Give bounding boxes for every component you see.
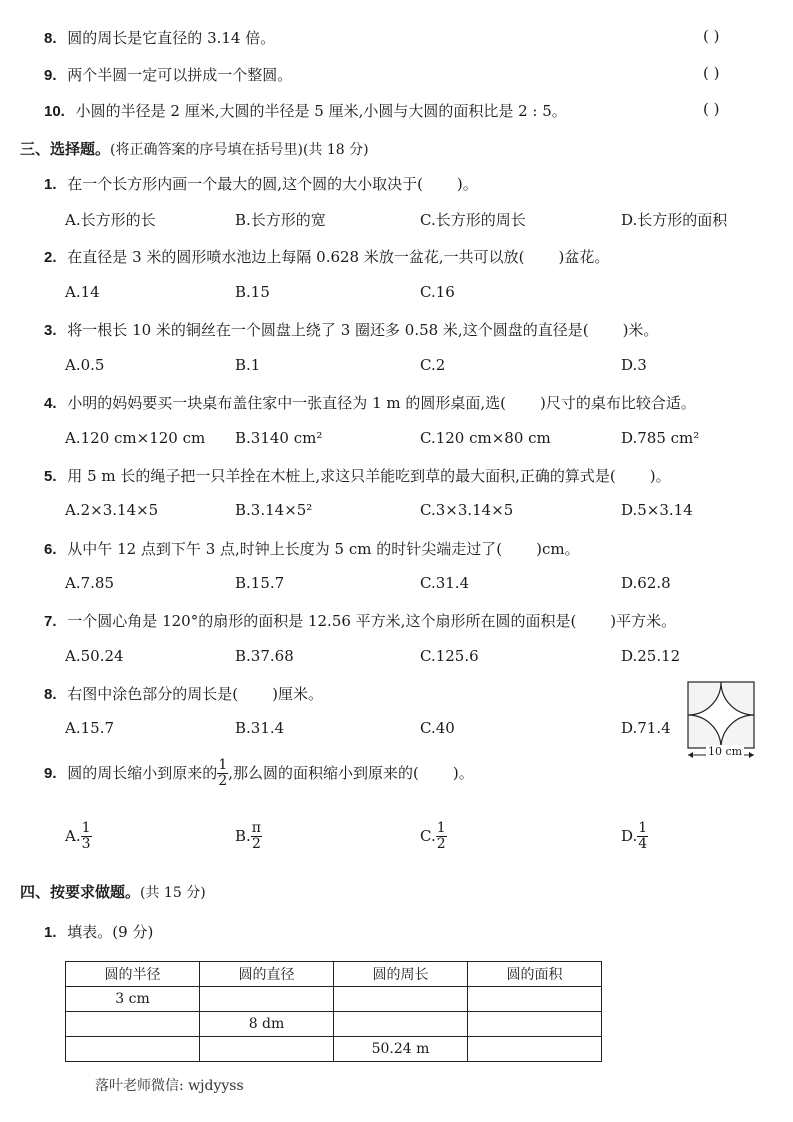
choice-item-1 <box>44 173 478 194</box>
item-number: 2. <box>44 249 57 266</box>
item-text-end: )米。 <box>622 321 659 339</box>
section-note: (将正确答案的序号填在括号里)(共 18 分) <box>110 142 369 158</box>
item-number: 10. <box>44 103 65 120</box>
answer-paren[interactable]: ( ) <box>703 100 720 118</box>
item-number: 1. <box>44 924 57 941</box>
item-text: 从中午 12 点到下午 3 点,时钟上长度为 5 cm 的时针尖端走过了( <box>67 540 503 558</box>
option-c[interactable]: C.2 <box>420 356 446 374</box>
table-cell-input[interactable] <box>468 987 602 1012</box>
option-a[interactable]: A.50.24 <box>65 647 124 665</box>
item-number: 1. <box>44 176 57 193</box>
choice-item-4 <box>44 392 696 413</box>
item-text-end: )平方米。 <box>610 612 677 630</box>
table-cell-input[interactable] <box>66 1037 200 1062</box>
option-c[interactable] <box>420 821 447 853</box>
answer-paren[interactable]: ( ) <box>703 64 720 82</box>
option-d[interactable]: D.25.12 <box>621 647 681 665</box>
table-row <box>66 1012 602 1037</box>
option-a[interactable]: A.120 cm×120 cm <box>65 429 206 447</box>
judge-item-10 <box>44 100 567 121</box>
option-b[interactable] <box>235 821 262 853</box>
option-d[interactable]: D.3 <box>621 356 647 374</box>
option-a[interactable]: A.7.85 <box>65 574 114 592</box>
fraction-numerator: π <box>251 820 261 836</box>
table-row <box>66 1037 602 1062</box>
table-cell-input[interactable] <box>468 1012 602 1037</box>
item-text-end: )。 <box>452 763 474 782</box>
table-cell-input[interactable] <box>200 987 334 1012</box>
item-text: 两个半圆一定可以拼成一个整圆。 <box>67 66 293 84</box>
table-header-cell: 圆的面积 <box>468 962 602 987</box>
table-row <box>66 987 602 1012</box>
option-b[interactable]: B.3.14×5² <box>235 501 313 519</box>
fraction-denominator: 4 <box>638 836 648 853</box>
option-letter: B. <box>235 826 251 845</box>
fraction-denominator: 2 <box>251 836 261 853</box>
fraction-numerator: 1 <box>436 820 446 836</box>
fraction-numerator: 1 <box>218 757 228 773</box>
option-b[interactable]: B.3140 cm² <box>235 429 323 447</box>
section-4-heading <box>20 881 206 902</box>
fraction <box>251 821 262 853</box>
item-text: 在直径是 3 米的圆形喷水池边上每隔 0.628 米放一盆花,一共可以放( <box>67 248 525 266</box>
fraction <box>436 821 447 853</box>
item-text-end: )尺寸的桌布比较合适。 <box>540 394 696 412</box>
item-text-end: )cm。 <box>536 540 580 558</box>
option-letter: C. <box>420 826 436 845</box>
option-c[interactable]: C.40 <box>420 719 455 737</box>
table-header-row <box>66 962 602 987</box>
table-cell-input[interactable] <box>334 1012 468 1037</box>
section-title: 四、按要求做题。 <box>20 883 141 901</box>
table-header-cell: 圆的半径 <box>66 962 200 987</box>
option-c[interactable]: C.3×3.14×5 <box>420 501 514 519</box>
item-text: 小圆的半径是 2 厘米,大圆的半径是 5 厘米,小圆与大圆的面积比是 2 : 5。 <box>75 102 567 120</box>
option-b[interactable]: B.15 <box>235 283 270 301</box>
option-d[interactable]: D.长方形的面积 <box>621 211 728 229</box>
option-b[interactable]: B.31.4 <box>235 719 285 737</box>
table-cell: 3 cm <box>66 987 200 1012</box>
arrow-right-icon <box>749 752 754 758</box>
option-a[interactable]: A.2×3.14×5 <box>65 501 159 519</box>
item-text-end: )厘米。 <box>272 685 324 703</box>
option-c[interactable]: C.31.4 <box>420 574 470 592</box>
option-d[interactable]: D.785 cm² <box>621 429 700 447</box>
option-d[interactable]: D.62.8 <box>621 574 671 592</box>
fraction-denominator: 2 <box>436 836 446 853</box>
item-number: 3. <box>44 322 57 339</box>
item-number: 9. <box>44 764 57 782</box>
choice-item-3 <box>44 319 658 340</box>
answer-paren[interactable]: ( ) <box>703 27 720 45</box>
item-text-mid: ,那么圆的面积缩小到原来的( <box>228 763 419 782</box>
table-header-cell: 圆的直径 <box>200 962 334 987</box>
option-b[interactable]: B.1 <box>235 356 261 374</box>
choice-item-9 <box>44 758 474 790</box>
option-d[interactable]: D.5×3.14 <box>621 501 693 519</box>
item-text-end: )盆花。 <box>558 248 610 266</box>
choice-item-5 <box>44 465 671 486</box>
table-cell: 50.24 m <box>334 1037 468 1062</box>
fraction <box>637 821 648 853</box>
option-letter: A. <box>65 826 81 845</box>
option-c[interactable]: C.长方形的周长 <box>420 211 526 229</box>
item-number: 7. <box>44 613 57 630</box>
table-cell-input[interactable] <box>200 1037 334 1062</box>
item-text: 圆的周长是它直径的 3.14 倍。 <box>67 29 276 47</box>
table-cell-input[interactable] <box>334 987 468 1012</box>
section-note: (共 15 分) <box>140 885 206 901</box>
item-text: 用 5 m 长的绳子把一只羊拴在木桩上,求这只羊能吃到草的最大面积,正确的算式是( <box>67 467 616 485</box>
item-number: 5. <box>44 468 57 485</box>
section-3-heading <box>20 138 369 159</box>
item-text-end: )。 <box>456 175 478 193</box>
option-d[interactable]: D.71.4 <box>621 719 671 737</box>
choice-item-6 <box>44 538 580 559</box>
judge-item-8 <box>44 27 275 48</box>
table-header-cell: 圆的周长 <box>334 962 468 987</box>
table-cell: 8 dm <box>200 1012 334 1037</box>
figure-dimension-label: 10 cm <box>708 745 743 758</box>
item-text: 将一根长 10 米的铜丝在一个圆盘上绕了 3 圈还多 0.58 米,这个圆盘的直径是( <box>67 321 589 339</box>
item-text: 圆的周长缩小到原来的 <box>67 763 218 782</box>
option-b[interactable]: B.长方形的宽 <box>235 211 326 229</box>
item-text: 填表。(9 分) <box>67 923 154 941</box>
item-number: 9. <box>44 67 57 84</box>
option-a[interactable] <box>65 821 92 853</box>
item-text: 一个圆心角是 120°的扇形的面积是 12.56 平方米,这个扇形所在圆的面积是( <box>67 612 577 630</box>
option-c[interactable]: C.125.6 <box>420 647 479 665</box>
option-a[interactable]: A.0.5 <box>65 356 105 374</box>
item-text-end: )。 <box>649 467 671 485</box>
item-number: 6. <box>44 541 57 558</box>
table-cell-input[interactable] <box>66 1012 200 1037</box>
fraction <box>81 821 92 853</box>
choice-item-8 <box>44 683 323 704</box>
option-d[interactable] <box>621 821 648 853</box>
option-b[interactable]: B.37.68 <box>235 647 294 665</box>
item-text: 右图中涂色部分的周长是( <box>67 685 239 703</box>
fraction-denominator: 2 <box>218 773 228 790</box>
option-letter: D. <box>621 826 638 845</box>
item-number: 8. <box>44 686 57 703</box>
footer-watermark: 落叶老师微信: wjdyyss <box>95 1078 244 1094</box>
option-a[interactable]: A.长方形的长 <box>65 211 156 229</box>
arrow-left-icon <box>688 752 693 758</box>
option-a[interactable]: A.15.7 <box>65 719 114 737</box>
fraction-numerator: 1 <box>638 820 648 836</box>
choice-item-2 <box>44 246 609 267</box>
judge-item-9 <box>44 64 292 85</box>
fraction <box>217 758 228 790</box>
option-a[interactable]: A.14 <box>65 283 100 301</box>
fraction-numerator: 1 <box>81 820 91 836</box>
option-c[interactable]: C.120 cm×80 cm <box>420 429 551 447</box>
option-c[interactable]: C.16 <box>420 283 455 301</box>
option-b[interactable]: B.15.7 <box>235 574 285 592</box>
question-4-1 <box>44 921 153 942</box>
section-title: 三、选择题。 <box>20 140 111 158</box>
table-cell-input[interactable] <box>468 1037 602 1062</box>
item-text: 小明的妈妈要买一块桌布盖住家中一张直径为 1 m 的圆形桌面,选( <box>67 394 506 412</box>
fraction-denominator: 3 <box>81 836 91 853</box>
item-number: 8. <box>44 30 57 47</box>
fill-table <box>65 961 602 1062</box>
choice-item-7 <box>44 610 676 631</box>
item-text: 在一个长方形内画一个最大的圆,这个圆的大小取决于( <box>67 175 423 193</box>
item-number: 4. <box>44 395 57 412</box>
